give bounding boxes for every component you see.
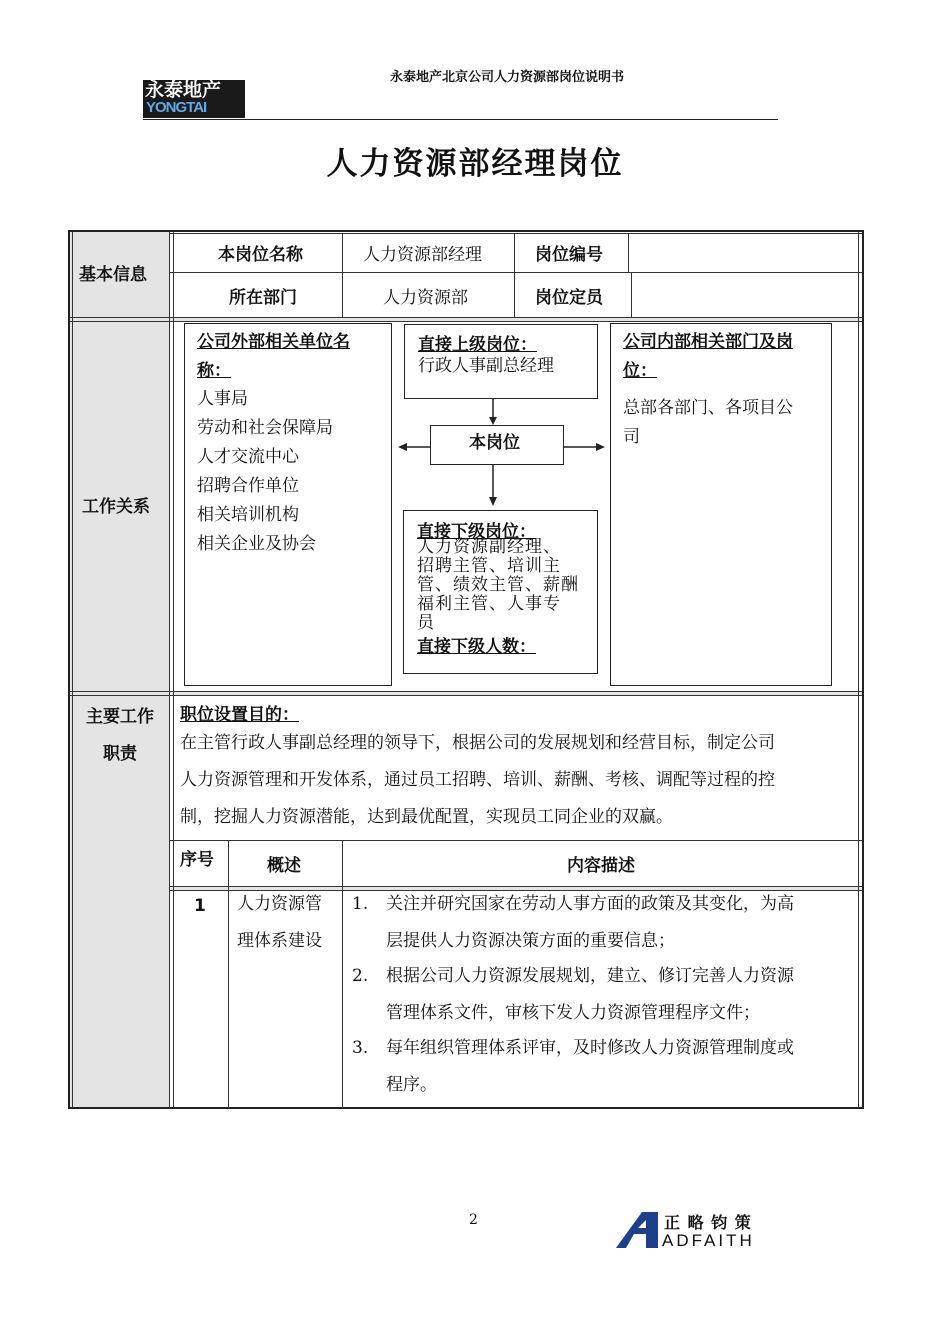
table-border-right [862,230,864,1109]
subordinate-line: 福利主管、人事专 [417,594,561,614]
table-line [858,232,859,1108]
brand-cn: 正 略 钧 策 [664,1213,752,1232]
list-item: 相关培训机构 [197,505,299,525]
list-item: 招聘合作单位 [197,476,299,496]
duty-item-text [386,886,794,960]
arrow-head [596,443,605,451]
department-label: 所在部门 [229,288,297,308]
row-number: 1 [194,896,206,916]
table-line [70,317,862,318]
page-number: 2 [469,1212,478,1228]
purpose-line: 制，挖掘人力资源潜能，达到最优配置，实现员工同企业的双赢。 [180,807,673,827]
table-line [342,233,343,317]
row-summary-line: 理体系建设 [237,931,322,951]
superior-title: 直接上级岗位： [418,335,537,355]
subordinate-count-label: 直接下级人数： [417,637,536,657]
internal-departments-value-2: 司 [623,427,640,447]
duty-item-number: 2. [352,966,369,986]
duty-item-line: 关注并研究国家在劳动人事方面的政策及其变化，为高 [386,894,794,914]
external-units-title-2: 称： [197,361,231,381]
col-header-no: 序号 [180,850,214,870]
list-item: 相关企业及协会 [197,534,316,554]
position-code-label: 岗位编号 [535,245,603,265]
subordinate-line: 招聘主管、培训主 [417,556,561,576]
duty-item [352,1030,368,1067]
position-name-value: 人力资源部经理 [363,245,482,265]
list-item: 人事局 [197,389,248,409]
adfaith-mark-icon [616,1210,660,1250]
header-divider [143,119,778,120]
duty-item-line: 管理体系文件，审核下发人力资源管理程序文件； [386,1003,760,1023]
brand-en: ADFAITH [662,1231,755,1250]
table-line [173,232,174,1108]
department-value: 人力资源部 [383,288,468,308]
duty-item-text [386,1030,794,1104]
col-header-summary: 概述 [267,856,301,876]
headcount-label: 岗位定员 [535,288,603,308]
internal-departments-box [610,323,832,686]
table-line [514,233,515,317]
table-line [170,272,862,273]
duty-item-text [386,958,794,1032]
list-item: 劳动和社会保障局 [197,418,333,438]
table-line [70,691,862,692]
page-title: 人力资源部经理岗位 [326,146,624,182]
duty-item-line: 层提供人力资源决策方面的重要信息； [386,931,675,951]
list-item: 人才交流中心 [197,447,299,467]
table-border-bottom [68,1107,864,1109]
table-border-left [68,230,70,1109]
table-line [70,321,862,322]
superior-position-box [404,324,598,399]
duty-item [352,958,368,995]
table-line [228,840,229,1108]
col-header-description: 内容描述 [567,856,635,876]
external-units-title: 公司外部相关单位名 [197,332,350,352]
company-logo-en: YONGTAI [146,99,207,116]
arrow-head [398,443,407,451]
duties-label-line2: 职责 [103,744,137,764]
doc-header: 永泰地产北京公司人力资源部岗位说明书 [390,70,625,85]
purpose-title: 职位设置目的： [180,705,299,725]
subordinate-line: 管、绩效主管、薪酬 [417,575,579,595]
row-summary [237,886,322,960]
subordinate-position-box [403,510,598,674]
duty-item-line: 程序。 [386,1075,437,1095]
internal-departments-title: 公司内部相关部门及岗 [623,332,793,352]
purpose-text [180,725,856,836]
subordinate-line: 人力资源副经理、 [417,537,561,557]
row-summary-line: 人力资源管 [237,894,322,914]
duty-item-line: 根据公司人力资源发展规划，建立、修订完善人力资源 [386,966,794,986]
internal-departments-value: 总部各部门、各项目公 [623,398,793,418]
superior-value: 行政人事副总经理 [418,356,554,376]
arrow-head [489,417,497,425]
table-line [170,233,862,234]
table-line [628,233,629,272]
company-logo [143,80,245,118]
duty-item-number: 1. [352,894,369,914]
arrow-head [489,497,497,506]
purpose-line: 在主管行政人事副总经理的领导下，根据公司的发展规划和经营目标，制定公司 [180,733,775,753]
self-position-box [430,425,564,465]
internal-departments-title-2: 位： [623,361,657,381]
table-line [170,840,862,841]
duty-item [352,886,368,923]
subordinate-title: 直接下级岗位： [417,522,536,542]
duty-item-line: 每年组织管理体系评审，及时修改人力资源管理制度或 [386,1038,794,1058]
table-line [631,272,632,317]
external-units-box [184,323,392,686]
duties-label [82,699,158,773]
position-name-label: 本岗位名称 [218,245,303,265]
table-border-top [68,230,864,232]
subordinate-line: 员 [417,613,435,633]
table-line [72,232,73,1108]
work-relations-label: 工作关系 [82,497,150,517]
duty-item-number: 3. [352,1038,369,1058]
table-line [169,232,170,1108]
mark-shape [616,1212,658,1248]
self-position-label: 本岗位 [469,433,520,453]
basic-info-label: 基本信息 [79,265,147,285]
company-logo-cn: 永泰地产 [145,80,222,101]
purpose-line: 人力资源管理和开发体系，通过员工招聘、培训、薪酬、考核、调配等过程的控 [180,770,775,790]
duties-label-line1: 主要工作 [86,707,154,727]
label-column-bg [70,231,169,1109]
consultancy-logo [616,1210,756,1252]
table-line [70,695,862,696]
table-line [342,840,343,1108]
